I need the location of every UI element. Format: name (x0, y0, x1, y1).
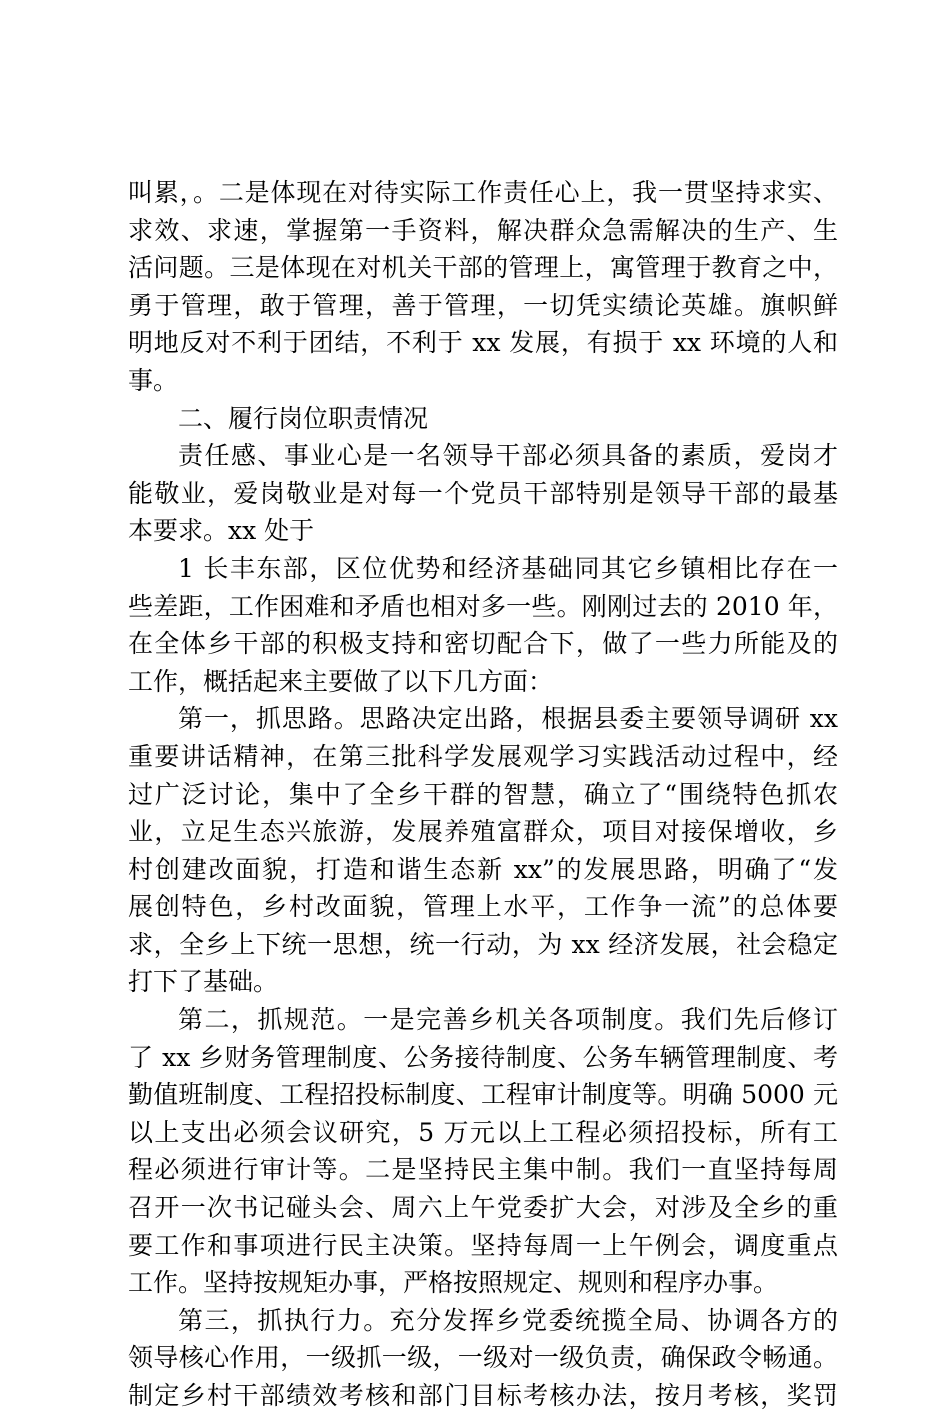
text-line: 求效、求速，掌握第一手资料，解决群众急需解决的生产、生 (128, 215, 838, 245)
text-line: 些差距，工作困难和矛盾也相对多一些。刚刚过去的 2010 年， (128, 591, 838, 621)
text-line: 责任感、事业心是一名领导干部必须具备的素质，爱岗才 (178, 441, 838, 471)
text-line: 程必须进行审计等。二是坚持民主集中制。我们一直坚持每周 (128, 1155, 838, 1185)
text-line: 制定乡村干部绩效考核和部门目标考核办法，按月考核，奖罚 (128, 1381, 838, 1410)
text-line: 本要求。xx 处于 (128, 516, 315, 546)
text-line: 叫累，。二是体现在对待实际工作责任心上，我一贯坚持求实、 (128, 178, 838, 207)
text-line: 村创建改面貌，打造和谐生态新 xx”的发展思路，明确了“发 (128, 854, 838, 884)
text-line: 重要讲话精神，在第三批科学发展观学习实践活动过程中，经 (128, 741, 838, 771)
text-line: 工作。坚持按规矩办事，严格按照规定、规则和程序办事。 (128, 1268, 779, 1298)
text-line: 展创特色，乡村改面貌，管理上水平，工作争一流”的总体要 (128, 892, 838, 922)
text-line: 过广泛讨论，集中了全乡干群的智慧，确立了“围绕特色抓农 (128, 779, 838, 809)
text-line: 业，立足生态兴旅游，发展养殖富群众，项目对接保增收，乡 (128, 817, 838, 847)
text-line: 第一，抓思路。思路决定出路，根据县委主要领导调研 xx (178, 704, 838, 734)
text-line: 工作，概括起来主要做了以下几方面： (128, 666, 554, 696)
text-line: 求，全乡上下统一思想，统一行动，为 xx 经济发展，社会稳定 (128, 929, 838, 959)
text-line: 以上支出必须会议研究，5 万元以上工程必须招投标，所有工 (128, 1117, 838, 1147)
text-line: 了 xx 乡财务管理制度、公务接待制度、公务车辆管理制度、考 (128, 1042, 838, 1072)
text-line: 第三，抓执行力。充分发挥乡党委统揽全局、协调各方的 (178, 1305, 838, 1335)
text-line: 能敬业，爱岗敬业是对每一个党员干部特别是领导干部的最基 (128, 478, 838, 508)
document-body (128, 174, 838, 1415)
text-line: 活问题。三是体现在对机关干部的管理上，寓管理于教育之中， (128, 253, 838, 283)
text-line: 在全体乡干部的积极支持和密切配合下，做了一些力所能及的 (128, 629, 838, 659)
text-line: 1 长丰东部，区位优势和经济基础同其它乡镇相比存在一 (178, 553, 838, 583)
text-line: 事。 (128, 365, 179, 395)
text-line: 打下了基础。 (128, 967, 279, 997)
text-line: 第二，抓规范。一是完善乡机关各项制度。我们先后修订 (178, 1005, 838, 1035)
text-line: 召开一次书记碰头会、周六上午党委扩大会，对涉及全乡的重 (128, 1193, 838, 1223)
text-line: 领导核心作用，一级抓一级，一级对一级负责，确保政令畅通。 (128, 1343, 838, 1373)
text-line: 二、履行岗位职责情况 (178, 403, 429, 433)
text-line: 要工作和事项进行民主决策。坚持每周一上午例会，调度重点 (128, 1230, 838, 1260)
text-line: 勇于管理，敢于管理，善于管理，一切凭实绩论英雄。旗帜鲜 (128, 290, 838, 320)
text-line: 明地反对不利于团结，不利于 xx 发展，有损于 xx 环境的人和 (128, 328, 838, 358)
text-line: 勤值班制度、工程招投标制度、工程审计制度等。明确 5000 元 (128, 1080, 838, 1110)
